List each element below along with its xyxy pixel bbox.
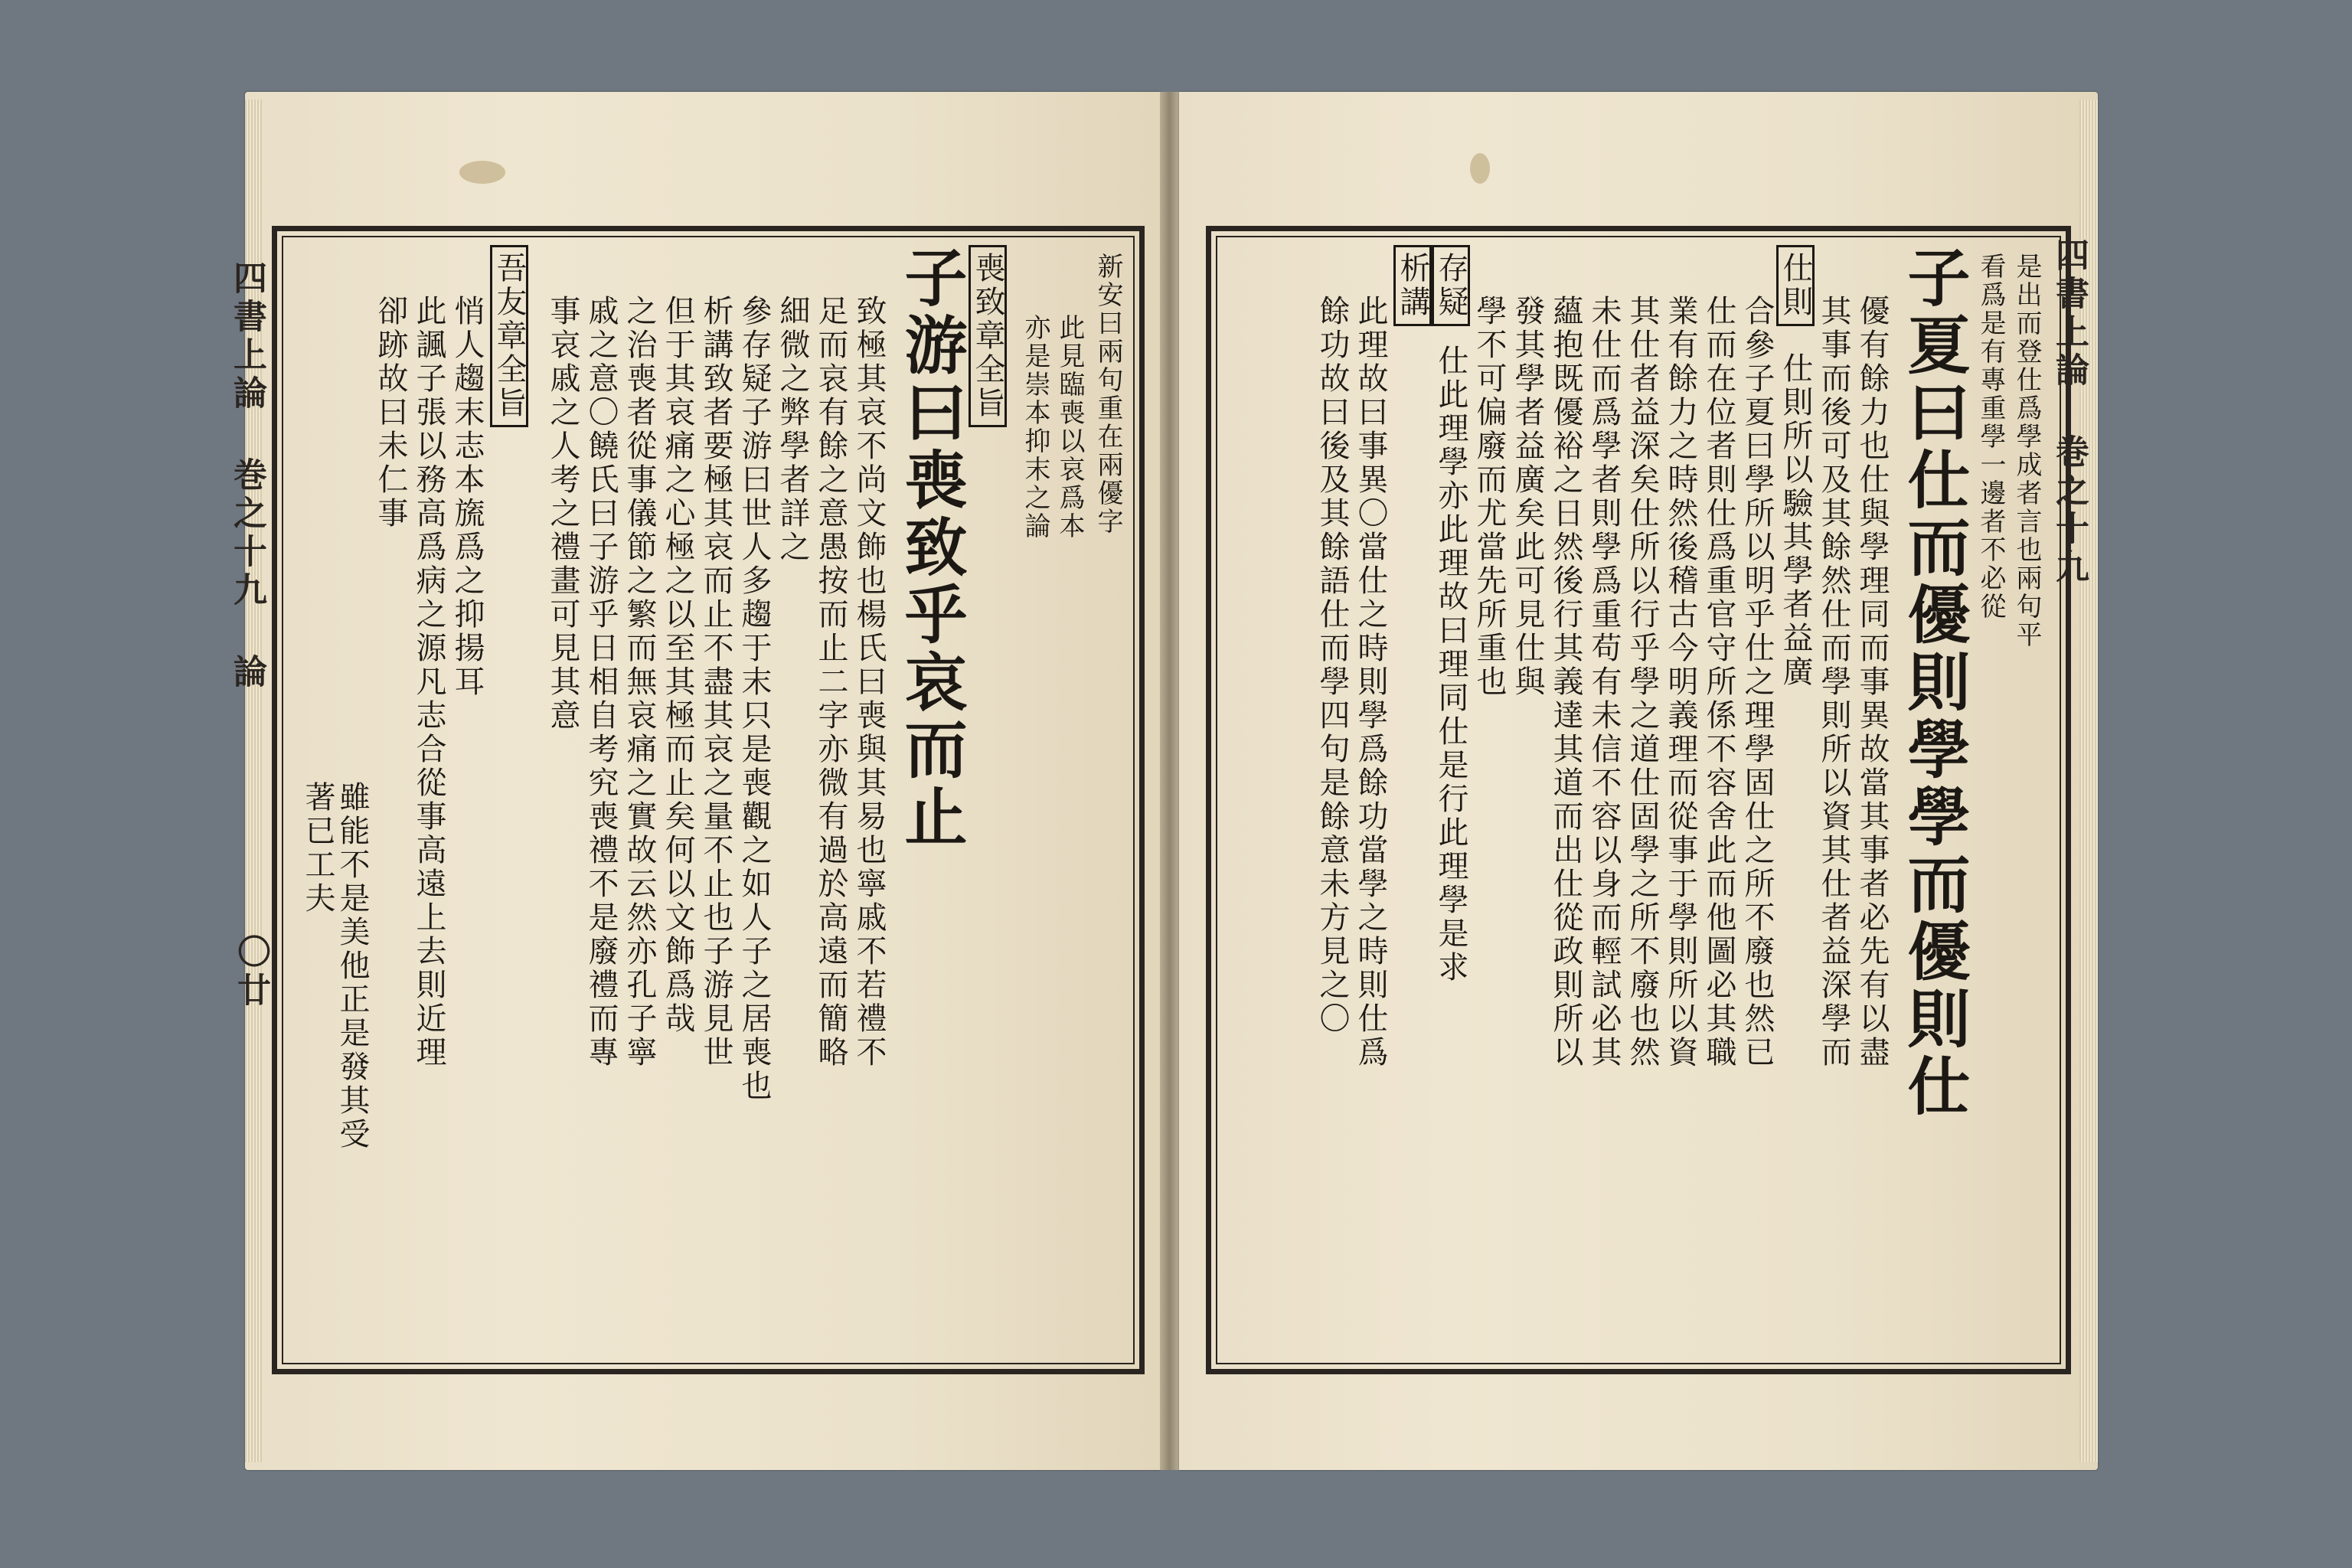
section-box: 存疑 bbox=[1432, 245, 1470, 326]
body-column: 致極其哀不尚文飾也楊氏曰喪與其易也寧戚不若禮不 bbox=[851, 295, 887, 1070]
note-column: 亦是崇本抑末之論 bbox=[1020, 314, 1050, 541]
body-column: 析講致者要極其哀而止不盡其哀之量不止也子游見世 bbox=[698, 295, 733, 1070]
body-column: 足而哀有餘之意愚按而止二字亦微有過於高遠而簡略 bbox=[813, 295, 848, 1070]
body-column: 發其學者益廣矣此可見仕與 bbox=[1510, 295, 1545, 699]
book-gutter bbox=[1160, 92, 1179, 1470]
body-column: 業有餘力之時然後稽古今明義理而從事于學則所以資 bbox=[1663, 295, 1698, 1070]
body-column: 此諷子張以務高爲病之源凡志合從事高遠上去則近理 bbox=[411, 295, 446, 1070]
body-column: 仕則所以驗其學者益廣 bbox=[1778, 352, 1813, 689]
section-box: 析講 bbox=[1393, 245, 1432, 326]
paper-stain bbox=[1470, 153, 1490, 184]
body-column: 雖能不是美他正是發其受 bbox=[335, 781, 370, 1152]
body-column: 學不可偏廢而尤當先所重也 bbox=[1472, 295, 1507, 699]
note-column: 新安曰兩句重在兩優字 bbox=[1093, 253, 1123, 536]
body-column: 事哀戚之人考之禮畫可見其意 bbox=[545, 295, 580, 733]
section-box: 仕則 bbox=[1776, 245, 1815, 326]
body-column: 蘊抱既優裕之日然後行其義達其道而出仕從政則所以 bbox=[1548, 295, 1583, 1070]
body-column: 卻跡故曰未仁事 bbox=[373, 295, 408, 531]
left-margin-title: 四書上論 巻之十九 論 bbox=[227, 260, 266, 692]
note-column: 看爲是有專重學一邊者不必從 bbox=[1975, 253, 2006, 621]
chapter-heading: 子游曰喪致乎哀而止 bbox=[894, 245, 968, 851]
body-column: 但于其哀痛之心極之以至其極而止矣何以文飾爲哉 bbox=[660, 295, 695, 1036]
body-column: 未仕而爲學者則學爲重苟有未信不容以身而輕試必其 bbox=[1586, 295, 1622, 1070]
left-folio: 〇廿 bbox=[231, 934, 270, 1011]
chapter-heading: 子夏曰仕而優則學學而優則仕 bbox=[1897, 245, 1971, 1121]
body-column: 細微之弊學者詳之 bbox=[775, 295, 810, 564]
body-column: 仕而在位者則仕爲重官守所係不容舍此而他圖必其職 bbox=[1701, 295, 1736, 1070]
right-margin-title: 四書上論 巻之十九 bbox=[2050, 237, 2089, 587]
body-column: 此理故曰事異〇當仕之時則學爲餘功當學之時則仕爲 bbox=[1353, 295, 1388, 1070]
paper-stain bbox=[459, 161, 505, 184]
body-column: 著已工夫 bbox=[300, 781, 335, 916]
note-column: 此見臨喪以哀爲本 bbox=[1054, 314, 1085, 541]
body-column: 戚之意〇饒氏曰子游乎日相自考究喪禮不是廢禮而專 bbox=[583, 295, 619, 1070]
book-spread bbox=[227, 92, 2105, 1470]
body-column: 優有餘力也仕與學理同而事異故當其事者必先有以盡 bbox=[1854, 295, 1890, 1070]
body-column: 悄人趨末志本旒爲之抑揚耳 bbox=[449, 295, 485, 699]
body-column: 合參子夏曰學所以明乎仕之理學固仕之所不廢也然已 bbox=[1740, 295, 1775, 1070]
body-column: 餘功故曰後及其餘語仕而學四句是餘意未方見之〇 bbox=[1315, 295, 1350, 1036]
body-column: 仕此理學亦此理故曰理同仕是行此理學是求 bbox=[1433, 345, 1468, 985]
body-column: 其事而後可及其餘然仕而學則所以資其仕者益深學而 bbox=[1816, 295, 1851, 1070]
chapter-box: 吾友章全旨 bbox=[490, 245, 528, 427]
chapter-box: 喪致章全旨 bbox=[969, 245, 1007, 427]
body-column: 參存疑子游曰世人多趨于末只是喪觀之如人子之居喪也 bbox=[737, 295, 772, 1103]
note-column: 是出而登仕爲學成者言也兩句平 bbox=[2011, 253, 2042, 649]
body-column: 之治喪者從事儀節之繁而無哀痛之實故云然亦孔子寧 bbox=[622, 295, 657, 1070]
body-column: 其仕者益深矣仕所以行乎學之道仕固學之所不廢也然 bbox=[1625, 295, 1660, 1070]
